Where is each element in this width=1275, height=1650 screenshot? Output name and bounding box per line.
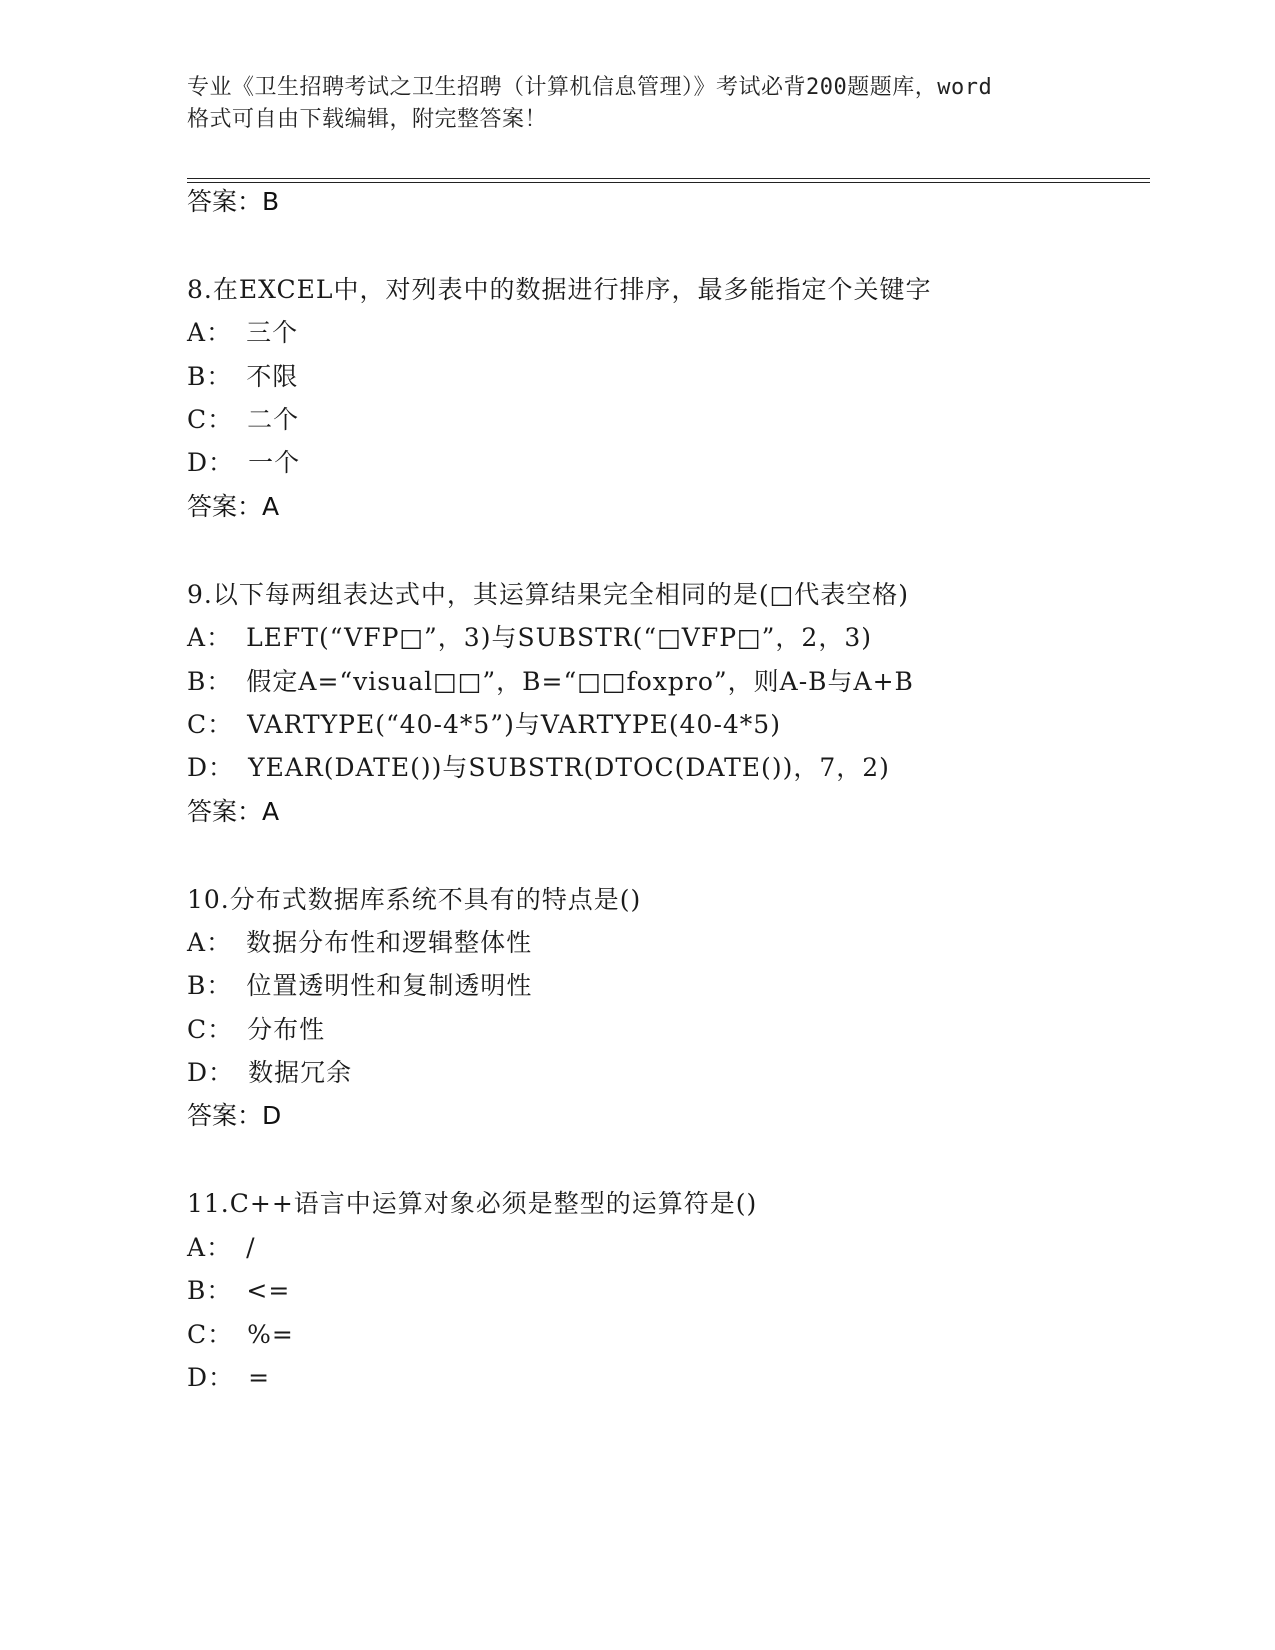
- option-text: =: [248, 1363, 271, 1392]
- option-text: 数据分布性和逻辑整体性: [246, 928, 533, 957]
- option-separator: ：: [206, 623, 233, 652]
- option-d: [187, 446, 300, 480]
- option-letter: C: [187, 1015, 208, 1044]
- option-separator: ：: [208, 1058, 235, 1087]
- option-b: [187, 665, 914, 699]
- option-text: 假定A=“visual□□”，B=“□□foxpro”，则A-B与A+B: [246, 667, 914, 696]
- option-separator: ：: [206, 318, 233, 347]
- option-separator: ：: [207, 1015, 234, 1044]
- option-b: [187, 1274, 290, 1308]
- option-text: VARTYPE(“40-4*5”)与VARTYPE(40-4*5): [247, 710, 781, 739]
- option-letter: B: [187, 362, 207, 391]
- option-text: 二个: [247, 405, 300, 434]
- option-text: 位置透明性和复制透明性: [246, 971, 533, 1000]
- option-letter: A: [187, 1233, 207, 1262]
- option-c: [187, 403, 299, 437]
- option-separator: ：: [206, 1276, 233, 1305]
- option-d: [187, 1056, 352, 1090]
- answer-label: 答案：: [187, 492, 263, 521]
- option-a: [187, 1231, 256, 1265]
- document-header: [187, 72, 1087, 136]
- header-divider-top: [187, 178, 1150, 179]
- option-text: LEFT(“VFP□”，3)与SUBSTR(“□VFP□”，2，3): [246, 623, 872, 652]
- option-letter: D: [187, 753, 209, 782]
- answer-value: A: [262, 492, 280, 521]
- option-c: [187, 1013, 325, 1047]
- option-a: [187, 621, 872, 655]
- option-text: %=: [247, 1320, 294, 1349]
- option-text: 不限: [246, 362, 299, 391]
- option-letter: B: [187, 667, 207, 696]
- answer-label: 答案：: [187, 1101, 263, 1130]
- option-separator: ：: [207, 710, 234, 739]
- option-d: [187, 1361, 270, 1395]
- option-separator: ：: [207, 1320, 234, 1349]
- option-letter: B: [187, 1276, 207, 1305]
- option-separator: ：: [206, 1233, 233, 1262]
- option-text: <=: [246, 1276, 291, 1305]
- option-a: [187, 316, 298, 350]
- header-divider-bottom: [187, 182, 1150, 183]
- answer-line: [187, 185, 279, 219]
- answer-label: 答案：: [187, 797, 263, 826]
- option-letter: D: [187, 1363, 209, 1392]
- option-separator: ：: [208, 753, 235, 782]
- option-separator: ：: [208, 448, 235, 477]
- option-letter: C: [187, 405, 208, 434]
- option-separator: ：: [206, 971, 233, 1000]
- answer-line: [187, 490, 279, 524]
- option-text: 三个: [246, 318, 299, 347]
- header-line-1: 专业《卫生招聘考试之卫生招聘（计算机信息管理）》考试必背200题题库，word: [187, 75, 993, 100]
- answer-line: [187, 795, 279, 829]
- option-text: 一个: [248, 448, 301, 477]
- option-separator: ：: [207, 405, 234, 434]
- answer-value: D: [262, 1101, 282, 1130]
- answer-value: B: [262, 187, 280, 216]
- option-letter: A: [187, 318, 207, 347]
- option-c: [187, 708, 781, 742]
- answer-value: A: [262, 797, 280, 826]
- option-d: [187, 751, 890, 785]
- question-text: 9.以下每两组表达式中，其运算结果完全相同的是(□代表空格): [187, 580, 909, 609]
- option-letter: C: [187, 1320, 208, 1349]
- option-letter: A: [187, 928, 207, 957]
- question-text: 11.C++语言中运算对象必须是整型的运算符是(): [187, 1189, 758, 1218]
- option-text: 数据冗余: [248, 1058, 353, 1087]
- option-c: [187, 1318, 294, 1352]
- option-text: /: [246, 1233, 256, 1262]
- answer-line: [187, 1099, 281, 1133]
- option-b: [187, 969, 532, 1003]
- option-b: [187, 360, 298, 394]
- header-line-2: 格式可自由下载编辑，附完整答案！: [187, 107, 548, 132]
- option-letter: D: [187, 448, 209, 477]
- option-a: [187, 926, 532, 960]
- question-text: 8.在EXCEL中，对列表中的数据进行排序，最多能指定个关键字: [187, 275, 932, 304]
- option-separator: ：: [206, 667, 233, 696]
- question-text: 10.分布式数据库系统不具有的特点是(): [187, 885, 642, 914]
- option-separator: ：: [208, 1363, 235, 1392]
- option-letter: B: [187, 971, 207, 1000]
- option-text: 分布性: [247, 1015, 326, 1044]
- option-text: YEAR(DATE())与SUBSTR(DTOC(DATE())，7，2): [248, 753, 890, 782]
- option-separator: ：: [206, 362, 233, 391]
- option-letter: C: [187, 710, 208, 739]
- option-letter: D: [187, 1058, 209, 1087]
- option-separator: ：: [206, 928, 233, 957]
- option-letter: A: [187, 623, 207, 652]
- answer-label: 答案：: [187, 187, 263, 216]
